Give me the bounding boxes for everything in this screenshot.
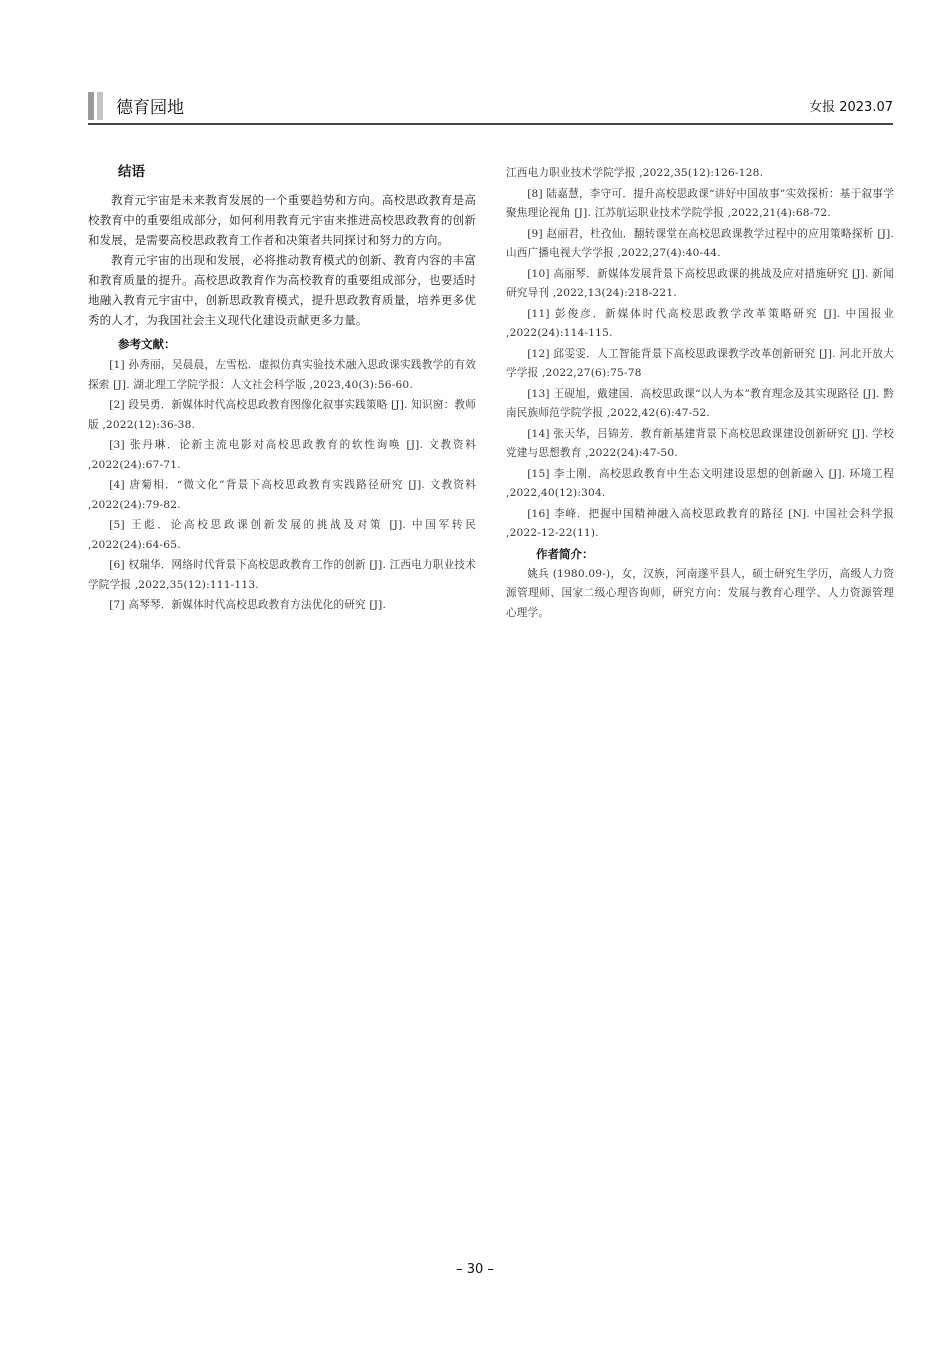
reference-continuation: 江西电力职业技术学院学报 ,2022,35(12):126-128. — [506, 167, 764, 179]
conclusion-heading: 结语 — [118, 164, 145, 180]
reference-item: [6] 权瑞华．网络时代背景下高校思政教育工作的创新 [J]. 江西电力职业技术学院学报 ,2022,35(12):111-113. — [88, 559, 476, 591]
author-bio: 姚兵 (1980.09-)，女，汉族，河南遂平县人，硕士研究生学历，高级人力资源管理师、国家二级心理咨询师，研究方向：发展与教育心理学、人力资源管理心理学。 — [506, 567, 894, 619]
reference-item: [16] 李峰．把握中国精神融入高校思政教育的路径 [N]. 中国社会科学报 ,2022-12-22(11). — [506, 507, 894, 539]
reference-item: [4] 唐菊相．“微文化”背景下高校思政教育实践路径研究 [J]. 文教资料 ,2022(24):79-82. — [88, 479, 476, 511]
journal-issue: 女报 2023.07 — [809, 100, 893, 115]
reference-item: [12] 邱雯雯．人工智能背景下高校思政课教学改革创新研究 [J]. 河北开放大学学报 ,2022,27(6):75-78 — [506, 347, 894, 379]
reference-item: [11] 彭俊彦．新媒体时代高校思政教学改革策略研究 [J]. 中国报业 ,2022(24):114-115. — [506, 307, 894, 339]
conclusion-paragraph: 教育元宇宙的出现和发展，必将推动教育模式的创新、教育内容的丰富和教育质量的提升。高校思政教育作为高校教育的重要组成部分，也要适时地融入教育元宇宙中，创新思政教育模式，提升思政教育质量，培养更多优秀的人才，为我国社会主义现代化建设贡献更多力量。 — [88, 253, 476, 327]
reference-item: [15] 李士刚．高校思政教育中生态文明建设思想的创新融入 [J]. 环境工程 ,2022,40(12):304. — [506, 467, 894, 499]
header-bar-light — [97, 92, 103, 120]
author-heading: 作者简介： — [536, 546, 594, 561]
conclusion-paragraph: 教育元宇宙是未来教育发展的一个重要趋势和方向。高校思政教育是高校教育中的重要组成部分，如何利用教育元宇宙来推进高校思政教育的创新和发展，是需要高校思政教育工作者和决策者共同探讨和努力的方向。 — [88, 193, 476, 247]
page-number: – 30 – — [456, 1262, 494, 1277]
header-rule — [88, 123, 893, 125]
reference-item: [1] 孙秀丽，吴晨晨，左雪松．虚拟仿真实验技术融入思政课实践教学的有效探索 [J]. 湖北理工学院学报：人文社会科学版 ,2023,40(3):56-60. — [88, 359, 476, 391]
reference-item: [7] 高琴琴．新媒体时代高校思政教育方法优化的研究 [J]. — [109, 599, 387, 611]
reference-item: [9] 赵丽君，杜孜仙．翻转课堂在高校思政课教学过程中的应用策略探析 [J]. 山西广播电视大学学报 ,2022,27(4):40-44. — [506, 227, 894, 259]
reference-item: [13] 王砚旭，戴建国．高校思政课“以人为本”教育理念及其实现路径 [J]. 黔南民族师范学院学报 ,2022,42(6):47-52. — [506, 387, 894, 419]
page-header — [88, 92, 893, 122]
reference-item: [14] 张天华，吕锦芳．教育新基建背景下高校思政课建设创新研究 [J]. 学校党建与思想教育 ,2022(24):47-50. — [506, 427, 894, 459]
left-column — [88, 160, 476, 617]
section-title: 德育园地 — [116, 98, 184, 118]
header-bar-dark — [88, 92, 94, 120]
reference-item: [8] 陆嘉慧，李守可．提升高校思政课“讲好中国故事”实效探析：基于叙事学聚焦理论视角 [J]. 江苏航运职业技术学院学报 ,2022,21(4):68-72. — [506, 187, 894, 219]
right-column — [506, 164, 894, 623]
reference-item: [10] 高丽琴．新媒体发展背景下高校思政课的挑战及应对措施研究 [J]. 新闻研究导刊 ,2022,13(24):218-221. — [506, 267, 894, 299]
reference-item: [5] 王彪．论高校思政课创新发展的挑战及对策 [J]. 中国军转民 ,2022(24):64-65. — [88, 519, 476, 551]
reference-item: [2] 段昊勇．新媒体时代高校思政教育图像化叙事实践策略 [J]. 知识窗：教师版 ,2022(12):36-38. — [88, 399, 476, 431]
reference-item: [3] 张丹琳．论新主流电影对高校思政教育的软性询唤 [J]. 文教资料 ,2022(24):67-71. — [88, 439, 476, 471]
references-heading: 参考文献： — [118, 337, 176, 351]
